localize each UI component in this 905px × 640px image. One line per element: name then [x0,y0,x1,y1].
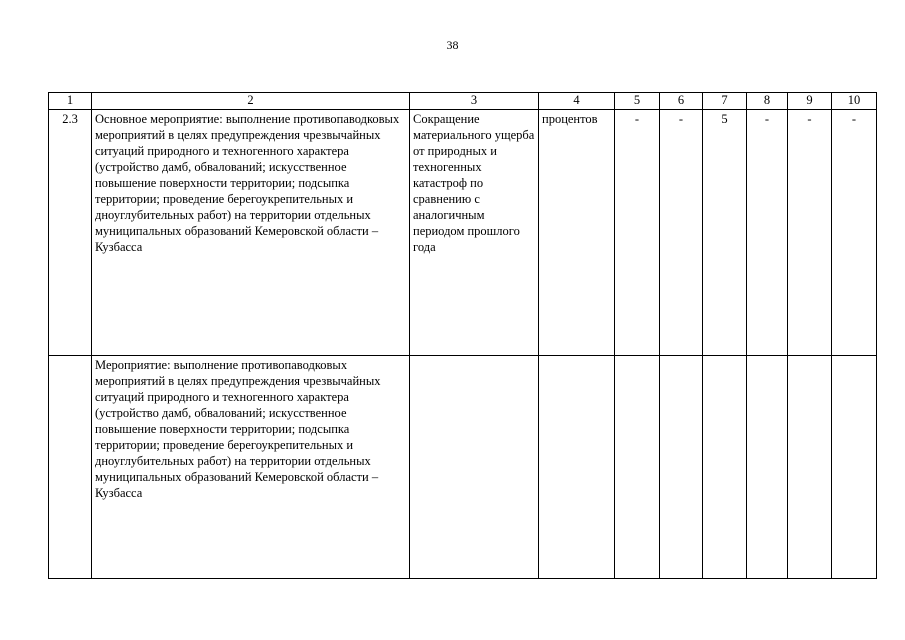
header-cell-7: 7 [703,93,747,110]
header-cell-10: 10 [832,93,877,110]
header-cell-5: 5 [615,93,660,110]
value-cell-8 [747,356,788,579]
value-cell-5 [615,356,660,579]
header-cell-3: 3 [410,93,539,110]
activity-description: Основное мероприятие: выполнение противопаводковых мероприятий в целях предупреждения чрезвычайных ситуаций природного и техногенного характера (устройство дамб, обвалований; искусственное повышение поверхности территории; подсыпка территории; проведение берегоукрепительных и дноуглубительных работ) на территории отдельных муниципальных образований Кемеровской области – Кузбасса [92,110,410,356]
table-row [49,356,877,579]
value-cell-8: - [747,110,788,356]
value-cell-6: - [660,110,703,356]
activity-description: Мероприятие: выполнение противопаводковых мероприятий в целях предупреждения чрезвычайных ситуаций природного и техногенного характера (устройство дамб, обвалований; искусственное повышение поверхности территории; подсыпка территории; проведение берегоукрепительных и дноуглубительных работ) на территории отдельных муниципальных образований Кемеровской области – Кузбасса [92,356,410,579]
header-cell-9: 9 [788,93,832,110]
value-cell-10: - [832,110,877,356]
value-cell-10 [832,356,877,579]
indicator-name [410,356,539,579]
header-cell-4: 4 [539,93,615,110]
header-cell-2: 2 [92,93,410,110]
value-cell-9 [788,356,832,579]
header-row [49,93,877,110]
unit-cell: процентов [539,110,615,356]
header-cell-6: 6 [660,93,703,110]
row-number: 2.3 [49,110,92,356]
indicator-name: Сокращение материального ущерба от природных и техногенных катастроф по сравнению с аналогичным периодом прошлого года [410,110,539,356]
value-cell-9: - [788,110,832,356]
row-number [49,356,92,579]
table-row [49,110,877,356]
value-cell-5: - [615,110,660,356]
value-cell-6 [660,356,703,579]
header-cell-8: 8 [747,93,788,110]
unit-cell [539,356,615,579]
header-cell-1: 1 [49,93,92,110]
page-number: 38 [446,38,459,52]
value-cell-7 [703,356,747,579]
indicators-table [48,92,877,579]
value-cell-7: 5 [703,110,747,356]
